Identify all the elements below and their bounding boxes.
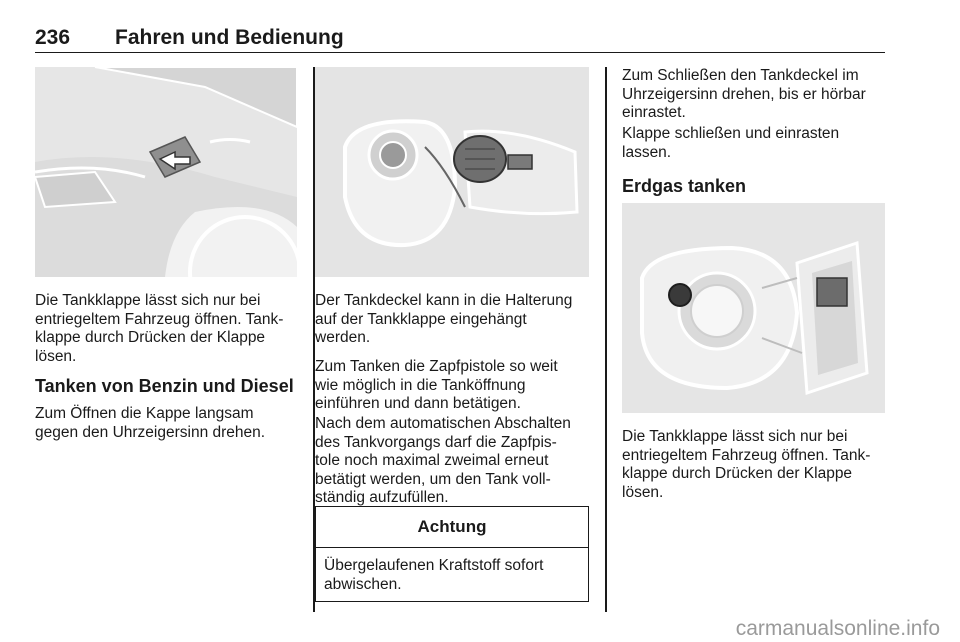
warning-title: Achtung: [316, 507, 588, 548]
col2-paragraph-3: Nach dem automatischen Abschalten des Tankvorgangs darf die Zapfpis- tole noch maximal zweimal erneut betätigt werden, um den Tank voll- ständig aufzufüllen.: [315, 415, 571, 507]
figure-cng-filler: [622, 203, 885, 413]
figure-fuel-cap: [315, 67, 589, 277]
warning-text: Übergelaufenen Kraftstoff sofort abwischen.: [324, 557, 544, 593]
col2-paragraph-1: Der Tankdeckel kann in die Halterung auf der Tankklappe eingehängt werden.: [315, 292, 573, 347]
col3-paragraph-2: Klappe schließen und einrasten lassen.: [622, 125, 840, 161]
heading-benzin-diesel: Tanken von Benzin und Diesel: [35, 376, 294, 396]
col3-paragraph-3: Die Tankklappe lässt sich nur bei entriegeltem Fahrzeug öffnen. Tank- klappe durch Drücken der Klappe lösen.: [622, 428, 871, 501]
figure-car-fuel-door: [35, 67, 297, 277]
col2-paragraph-2: Zum Tanken die Zapfpistole so weit wie möglich in die Tanköffnung einführen und dann betätigen.: [315, 358, 558, 413]
cng-filler-icon: [622, 203, 885, 413]
column-divider-right: [605, 67, 607, 612]
col1-paragraph-2: Zum Öffnen die Kappe langsam gegen den Uhrzeigersinn drehen.: [35, 405, 266, 441]
warning-box: [315, 506, 589, 602]
col3-paragraph-1: Zum Schließen den Tankdeckel im Uhrzeigersinn drehen, bis er hörbar einrastet.: [622, 67, 866, 122]
fuel-cap-icon: [315, 67, 589, 277]
page-number: 236: [35, 26, 71, 49]
col1-paragraph-1: Die Tankklappe lässt sich nur bei entriegeltem Fahrzeug öffnen. Tank- klappe durch Drücken der Klappe lösen.: [35, 292, 284, 365]
fuel-door-car-icon: [35, 67, 297, 277]
watermark: carmanualsonline.info: [735, 617, 940, 640]
heading-erdgas: Erdgas tanken: [622, 176, 747, 196]
page-header: [35, 26, 885, 53]
section-title: Fahren und Bedienung: [115, 26, 344, 49]
